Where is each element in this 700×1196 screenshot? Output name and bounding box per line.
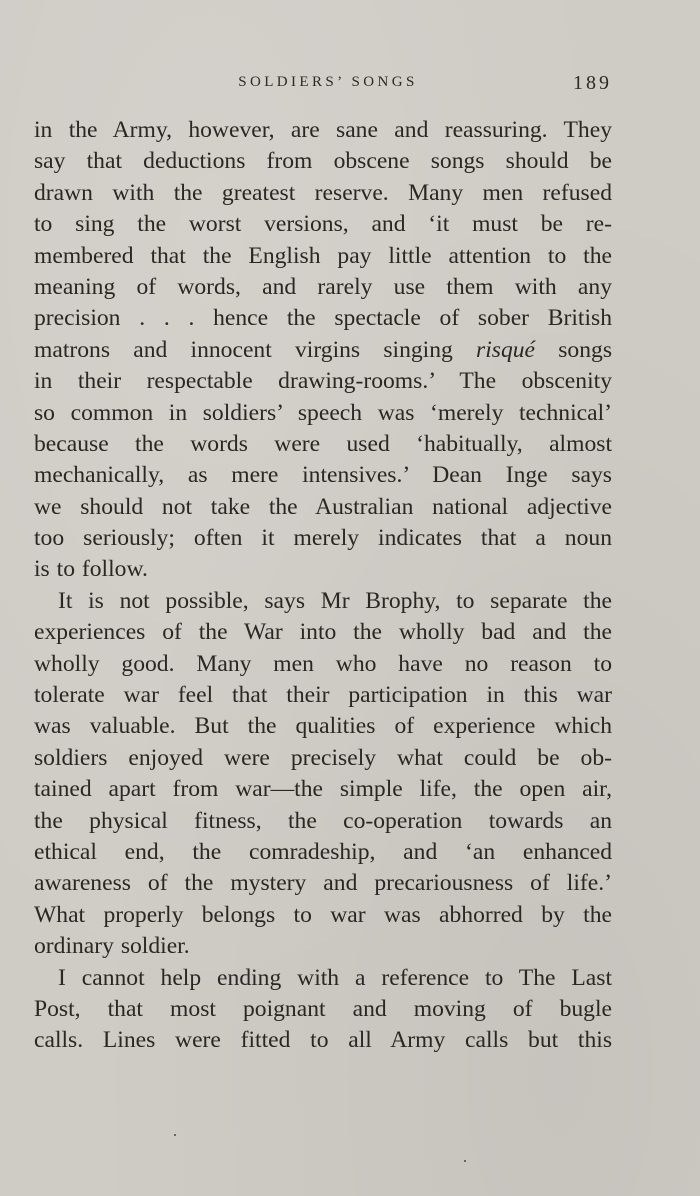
text-line: in the Army, however, are sane and reassuring. They — [34, 117, 612, 143]
body-text — [34, 115, 612, 1057]
text-line: wholly good. Many men who have no reason to — [34, 650, 612, 677]
text-line: the physical fitness, the co-operation towards an — [34, 807, 612, 834]
page-number: 189 — [573, 72, 612, 94]
paper-speck — [174, 1134, 176, 1136]
text-line: tained apart from war—the simple life, the open air, — [34, 776, 612, 803]
text-line: in their respectable drawing-rooms.’ The obscenity — [34, 368, 612, 395]
text-line: soldiers enjoyed were precisely what could be ob- — [34, 744, 612, 771]
text-line: ordinary soldier. — [34, 933, 190, 960]
paper-speck — [464, 1160, 466, 1162]
italic-word: risqué — [476, 336, 536, 363]
text-line: say that deductions from obscene songs should be — [34, 148, 612, 175]
text-line: What properly belongs to war was abhorred by the — [34, 901, 612, 928]
text-run: matrons and innocent virgins singing — [34, 336, 477, 363]
text-line-with-italic — [34, 335, 612, 366]
text-line: we should not take the Australian national adjective — [34, 493, 612, 520]
text-line: so common in soldiers’ speech was ‘merely technical’ — [34, 399, 612, 426]
text-line: drawn with the greatest reserve. Many men refused — [34, 179, 612, 206]
text-line: to sing the worst versions, and ‘it must be re- — [34, 211, 612, 238]
text-run: songs — [535, 336, 612, 363]
text-line: experiences of the War into the wholly bad and the — [34, 619, 612, 646]
text-line: meaning of words, and rarely use them with any — [34, 273, 612, 300]
text-line: too seriously; often it merely indicates that a noun — [34, 525, 612, 552]
text-line: tolerate war feel that their participation in this war — [34, 682, 612, 709]
text-line: awareness of the mystery and precariousness of life.’ — [34, 870, 612, 897]
paragraph-start: I cannot help ending with a reference to The Last — [58, 964, 612, 991]
running-head — [34, 74, 612, 100]
text-line: is to follow. — [34, 556, 148, 583]
text-line: Post, that most poignant and moving of bugle — [34, 995, 612, 1022]
paragraph-start: It is not possible, says Mr Brophy, to separate the — [58, 587, 612, 614]
text-line: calls. Lines were fitted to all Army calls but this — [34, 1027, 612, 1054]
text-line: ethical end, the comradeship, and ‘an enhanced — [34, 838, 612, 865]
text-line: membered that the English pay little attention to the — [34, 242, 612, 269]
text-line: because the words were used ‘habitually, almost — [34, 430, 612, 457]
text-line: was valuable. But the qualities of experience which — [34, 713, 612, 740]
text-line: mechanically, as mere intensives.’ Dean Inge says — [34, 462, 612, 489]
chapter-title: SOLDIERS’ SONGS — [238, 74, 418, 90]
text-line: precision . . . hence the spectacle of sober British — [34, 305, 612, 332]
